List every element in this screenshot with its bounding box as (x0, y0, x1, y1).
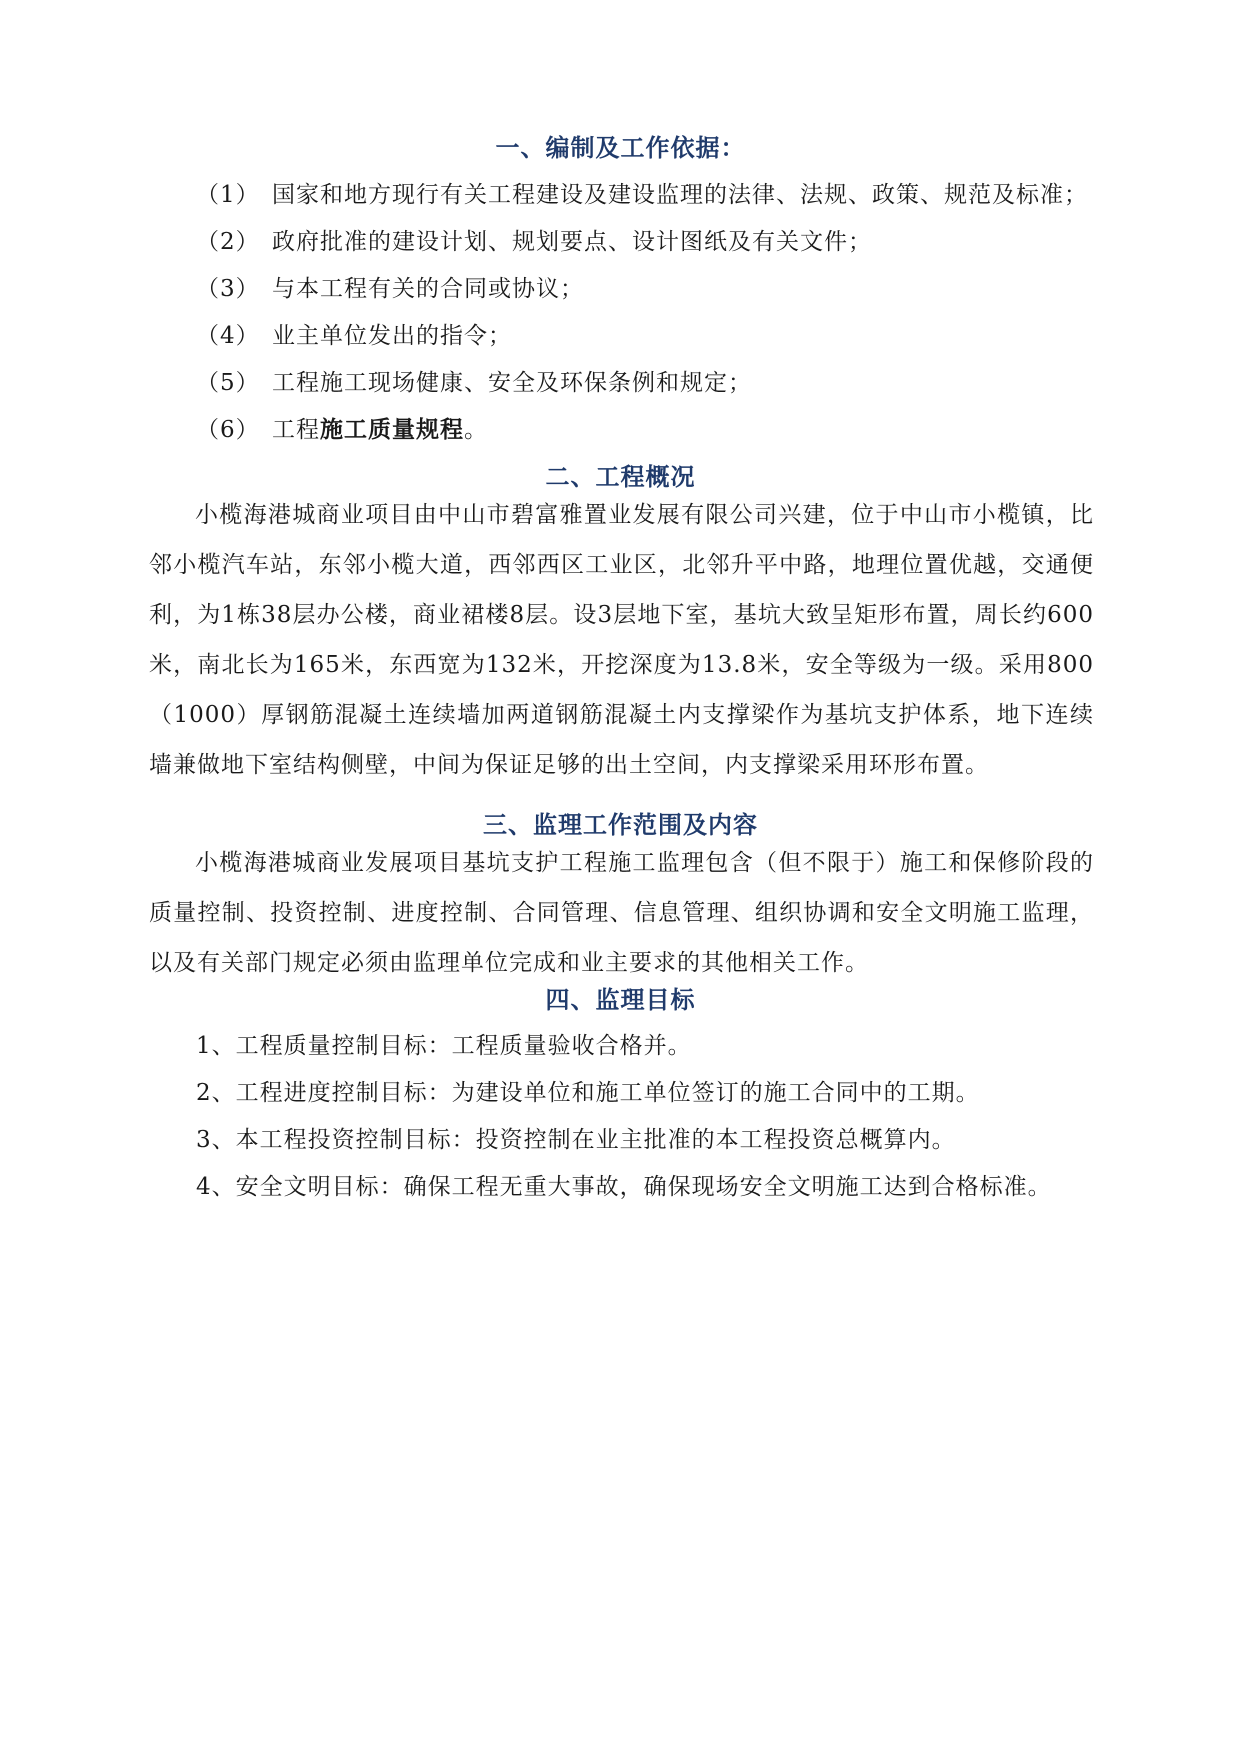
basis-item-text: 政府批准的建设计划、规划要点、设计图纸及有关文件； (272, 229, 872, 255)
basis-item-number: （4） (196, 323, 260, 349)
section2-heading: 二、工程概况 (545, 463, 696, 491)
basis-item-number: （1） (196, 182, 260, 208)
basis-item-6 (196, 411, 488, 444)
basis-item-3 (196, 270, 584, 303)
basis-item-2 (196, 223, 872, 256)
basis-item-text: 国家和地方现行有关工程建设及建设监理的法律、法规、政策、规范及标准； (272, 182, 1088, 208)
goal-item: 4、安全文明目标：确保工程无重大事故，确保现场安全文明施工达到合格标准。 (196, 1174, 1052, 1200)
basis-item-number: （6） (196, 417, 260, 443)
section4-heading: 四、监理目标 (545, 986, 696, 1014)
section1-heading: 一、编制及工作依据： (495, 134, 746, 162)
basis-item-text-end: 。 (464, 417, 488, 443)
scope-paragraph: 小榄海港城商业发展项目基坑支护工程施工监理包含（但不限于）施工和保修阶段的质量控制、投资控制、进度控制、合同管理、信息管理、组织协调和安全文明施工监理，以及有关部门规定必须由监理单位完成和业主要求的其他相关工作。 (149, 850, 1094, 976)
basis-item-number: （5） (196, 370, 260, 396)
basis-item-number: （2） (196, 229, 260, 255)
basis-item-1 (196, 176, 1088, 209)
basis-item-text-emphasis: 施工质量规程 (320, 416, 464, 443)
goal-item: 1、工程质量控制目标：工程质量验收合格并。 (196, 1033, 692, 1059)
basis-item-text: 工程施工现场健康、安全及环保条例和规定； (272, 370, 752, 396)
basis-item-text: 工程 (272, 417, 320, 443)
section3-heading: 三、监理工作范围及内容 (483, 811, 758, 839)
basis-item-4 (196, 317, 512, 350)
goal-item: 2、工程进度控制目标：为建设单位和施工单位签订的施工合同中的工期。 (196, 1080, 980, 1106)
basis-item-text: 业主单位发出的指令； (272, 323, 512, 349)
basis-item-5 (196, 364, 752, 397)
basis-item-number: （3） (196, 276, 260, 302)
goal-item: 3、本工程投资控制目标：投资控制在业主批准的本工程投资总概算内。 (196, 1127, 956, 1153)
project-overview-paragraph: 小榄海港城商业项目由中山市碧富雅置业发展有限公司兴建，位于中山市小榄镇，比邻小榄汽车站，东邻小榄大道，西邻西区工业区，北邻升平中路，地理位置优越，交通便利，为1栋38层办公楼，商业裙楼8层。设3层地下室，基坑大致呈矩形布置，周长约600米，南北长为165米，东西宽为132米，开挖深度为13.8米，安全等级为一级。采用800（1000）厚钢筋混凝土连续墙加两道钢筋混凝土内支撑梁作为基坑支护体系，地下连续墙兼做地下室结构侧壁，中间为保证足够的出土空间，内支撑梁采用环形布置。 (149, 502, 1094, 778)
basis-item-text: 与本工程有关的合同或协议； (272, 276, 584, 302)
